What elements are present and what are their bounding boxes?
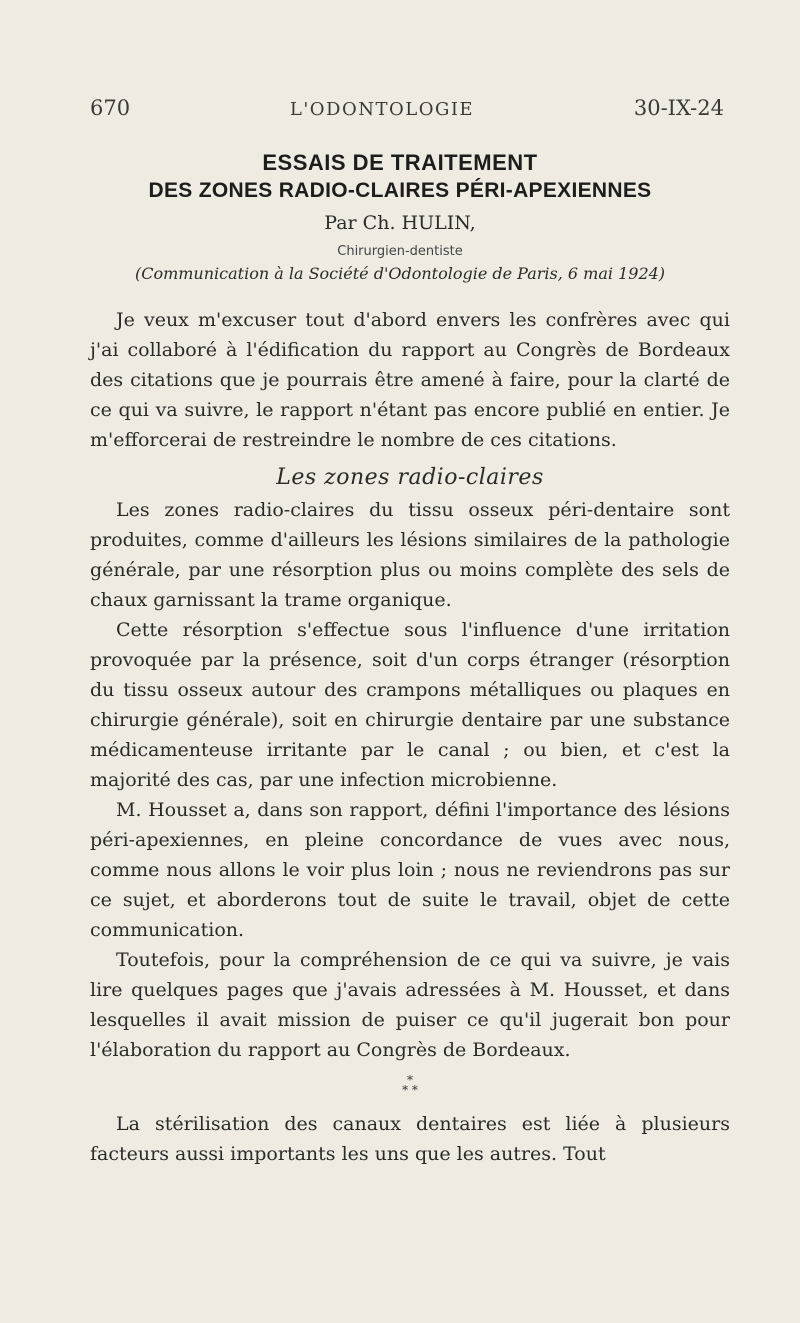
article-title [0, 150, 800, 204]
intro-paragraph: Je veux m'excuser tout d'abord envers les confrères avec qui j'ai collaboré à l'édification du rapport au Congrès de Bordeaux des citations que je pourrais être amené à faire, pour la clarté de ce qui va suivre, le rapport n'étant pas encore publié en entier. Je m'efforcerai de restreindre le nombre de ces citations. [90, 309, 730, 451]
article-body [90, 305, 730, 1169]
title-line-2: DES ZONES RADIO-CLAIRES PÉRI-APEXIENNES [148, 179, 652, 202]
asterism-bottom: * * [402, 1083, 418, 1097]
body-paragraph: Les zones radio-claires du tissu osseux péri-dentaire sont produites, comme d'ailleurs les lésions similaires de la pathologie générale, par une résorption plus ou moins complète des sels de chaux garnissant la trame organique. [90, 499, 730, 611]
page-number: 670 [90, 96, 131, 120]
body-paragraph: M. Housset a, dans son rapport, défini l'importance des lésions péri-apexiennes, en pleine concordance de vues avec nous, comme nous allons le voir plus loin ; nous ne reviendrons pas sur ce sujet, et aborderons tout de suite le travail, objet de cette communication. [90, 799, 730, 941]
body-paragraph: Cette résorption s'effectue sous l'influence d'une irritation provoquée par la présence, soit d'un corps étranger (résorption du tissu osseux autour des crampons métalliques ou plaques en chirurgie générale), soit en chirurgie dentaire par une substance médicamenteuse irritante par le canal ; ou bien, et c'est la majorité des cas, par une infection microbienne. [90, 619, 730, 791]
issue-date: 30-IX-24 [633, 96, 724, 120]
running-head [90, 96, 724, 120]
body-paragraph: Toutefois, pour la compréhension de ce qui va suivre, je vais lire quelques pages que j'avais adressées à M. Housset, et dans lesquelles il avait mission de puiser ce qu'il jugerait bon pour l'élaboration du rapport au Congrès de Bordeaux. [90, 949, 730, 1061]
title-line-1: ESSAIS DE TRAITEMENT [262, 150, 538, 175]
final-paragraph: La stérilisation des canaux dentaires est liée à plusieurs facteurs aussi importants les uns que les autres. Tout [90, 1113, 730, 1165]
author-affiliation: Chirurgien-dentiste [337, 244, 463, 259]
journal-title: L'ODONTOLOGIE [289, 99, 475, 120]
communication-note: (Communication à la Société d'Odontologie de Paris, 6 mai 1924) [134, 264, 666, 283]
section-heading: Les zones radio-claires [276, 465, 544, 490]
author-byline: Par Ch. HULIN, [324, 212, 476, 234]
asterism-separator [90, 1075, 730, 1095]
asterism-top: * [407, 1073, 413, 1087]
